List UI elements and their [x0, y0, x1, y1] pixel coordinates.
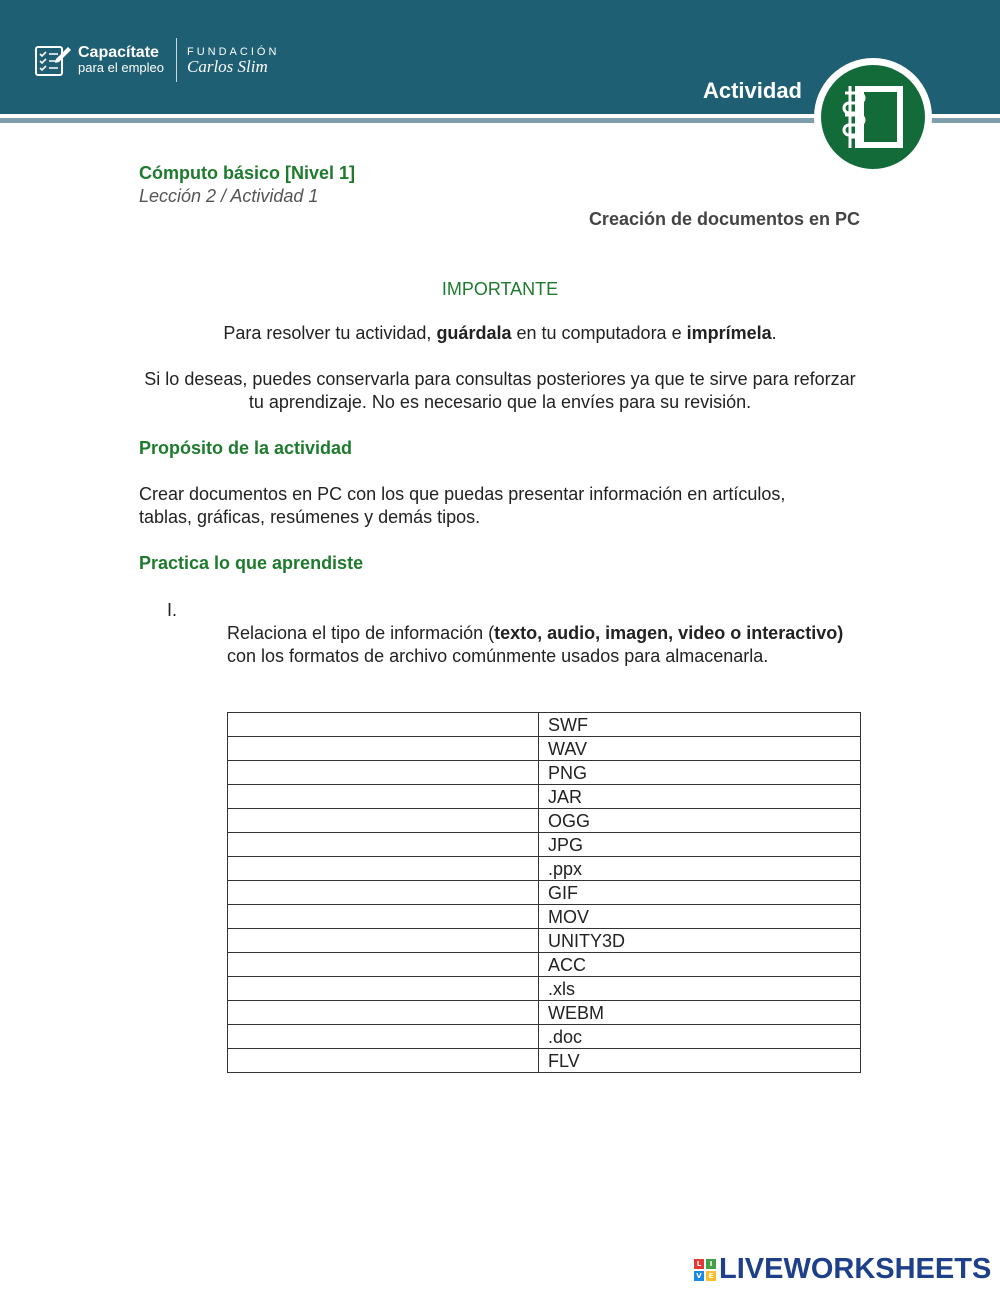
brand-line2: para el empleo	[78, 60, 164, 75]
format-label: FLV	[539, 1049, 861, 1073]
task-text: Relaciona el tipo de información (	[227, 623, 495, 643]
grid-letter: V	[694, 1271, 704, 1281]
exercise-instruction	[227, 622, 857, 668]
table-row	[228, 1001, 861, 1025]
table-row	[228, 881, 861, 905]
format-label: OGG	[539, 809, 861, 833]
grid-letter: E	[706, 1271, 716, 1281]
answer-field[interactable]	[228, 1049, 539, 1073]
task-keywords: texto, audio, imagen, video o interactivo)	[494, 623, 844, 643]
format-label: .ppx	[539, 857, 861, 881]
table-row	[228, 857, 861, 881]
important-heading: IMPORTANTE	[441, 279, 559, 299]
format-label: JPG	[539, 833, 861, 857]
logo-divider	[176, 38, 177, 82]
foundation-logo	[187, 46, 279, 75]
notebook-icon	[841, 83, 907, 151]
answer-field[interactable]	[228, 713, 539, 737]
table-row	[228, 905, 861, 929]
answer-field[interactable]	[228, 977, 539, 1001]
brand-line1: Capacítate	[78, 44, 159, 61]
badge-circle	[821, 65, 925, 169]
table-row	[228, 929, 861, 953]
exercise-number: I.	[167, 600, 178, 620]
liveworksheets-logo	[694, 1253, 991, 1286]
grid-letter: I	[706, 1259, 716, 1269]
instruction-text: en tu computadora e	[511, 323, 687, 343]
answer-field[interactable]	[228, 833, 539, 857]
answer-field[interactable]	[228, 809, 539, 833]
answer-field[interactable]	[228, 737, 539, 761]
format-label: WEBM	[539, 1001, 861, 1025]
instruction-save	[0, 322, 1000, 345]
table-row	[228, 1025, 861, 1049]
activity-badge	[814, 58, 932, 176]
table-row	[228, 953, 861, 977]
instruction-print-keyword: imprímela	[686, 323, 772, 343]
checklist-icon	[34, 43, 72, 77]
instruction-save-keyword: guárdala	[436, 323, 512, 343]
document-title: Creación de documentos en PC	[588, 209, 860, 229]
table-row	[228, 761, 861, 785]
format-matching-table	[227, 712, 861, 1073]
format-label: PNG	[539, 761, 861, 785]
course-title: Cómputo básico [Nivel 1]	[139, 163, 356, 183]
format-label: .doc	[539, 1025, 861, 1049]
section-label: Actividad	[702, 78, 802, 103]
format-label: .xls	[539, 977, 861, 1001]
answer-field[interactable]	[228, 905, 539, 929]
brand-logo	[34, 38, 279, 82]
purpose-heading: Propósito de la actividad	[139, 438, 353, 458]
liveworksheets-grid-icon	[694, 1259, 716, 1281]
answer-field[interactable]	[228, 761, 539, 785]
format-label: ACC	[539, 953, 861, 977]
answer-field[interactable]	[228, 1001, 539, 1025]
task-text: con los formatos de archivo comúnmente usados para almacenarla.	[227, 646, 769, 666]
foundation-top: FUNDACIÓN	[187, 45, 280, 58]
answer-field[interactable]	[228, 785, 539, 809]
answer-field[interactable]	[228, 1025, 539, 1049]
format-label: UNITY3D	[539, 929, 861, 953]
table-row	[228, 713, 861, 737]
practice-heading: Practica lo que aprendiste	[139, 553, 364, 573]
purpose-text: Crear documentos en PC con los que puedas presentar información en artículos, tablas, gráficas, resúmenes y demás tipos.	[139, 484, 786, 527]
instruction-keep: Si lo deseas, puedes conservarla para consultas posteriores ya que te sirve para reforzar tu aprendizaje. No es necesario que la envíes para su revisión.	[144, 369, 856, 412]
format-label: JAR	[539, 785, 861, 809]
table-row	[228, 785, 861, 809]
instruction-text: .	[771, 323, 777, 343]
format-label: MOV	[539, 905, 861, 929]
brand-name	[78, 45, 164, 75]
format-label: SWF	[539, 713, 861, 737]
format-label: GIF	[539, 881, 861, 905]
table-row	[228, 977, 861, 1001]
answer-field[interactable]	[228, 857, 539, 881]
table-row	[228, 809, 861, 833]
instruction-text: Para resolver tu actividad,	[223, 323, 437, 343]
foundation-bottom: Carlos Slim	[187, 56, 268, 76]
format-label: WAV	[539, 737, 861, 761]
table-row	[228, 833, 861, 857]
grid-letter: L	[694, 1259, 704, 1269]
lesson-subtitle: Lección 2 / Actividad 1	[139, 186, 319, 206]
liveworksheets-wordmark: LIVEWORKSHEETS	[719, 1253, 992, 1285]
answer-field[interactable]	[228, 929, 539, 953]
table-row	[228, 737, 861, 761]
table-row	[228, 1049, 861, 1073]
answer-field[interactable]	[228, 953, 539, 977]
answer-field[interactable]	[228, 881, 539, 905]
